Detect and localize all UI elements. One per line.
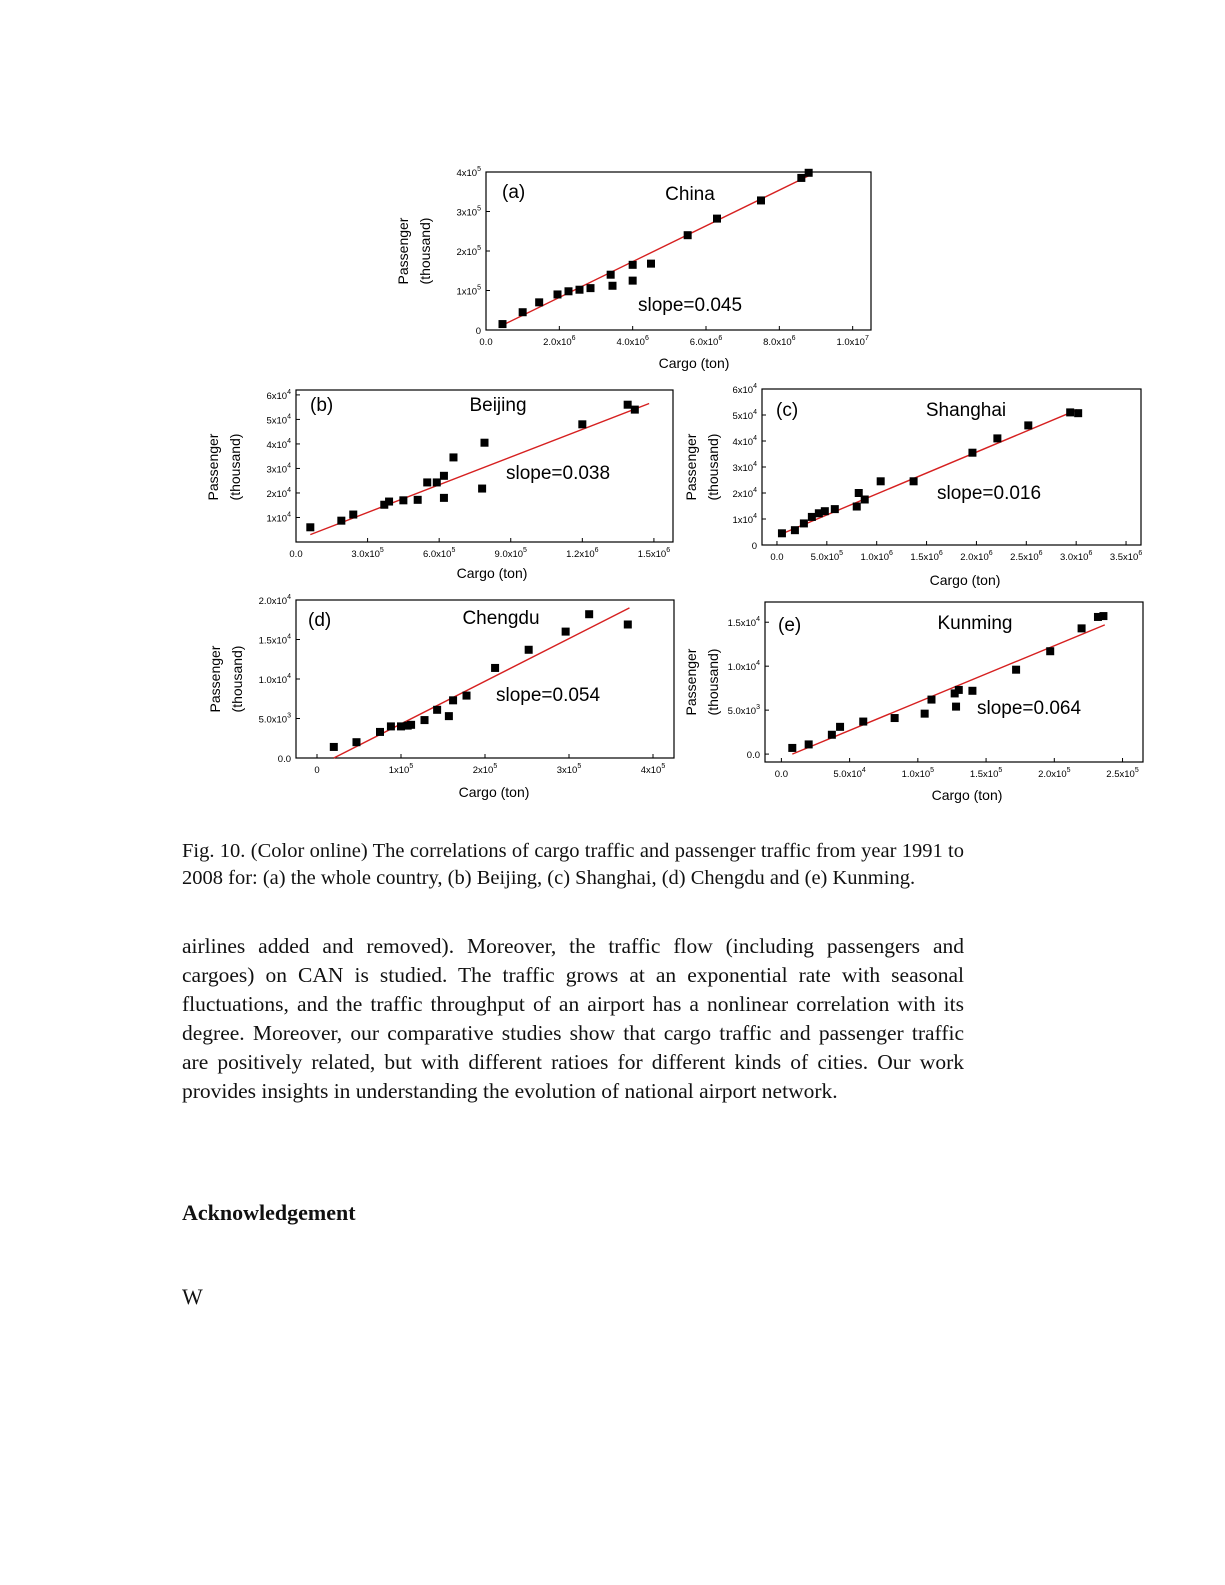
data-point	[440, 472, 448, 480]
data-point	[535, 298, 543, 306]
slope-label: slope=0.054	[496, 685, 601, 706]
y-tick-label	[456, 285, 481, 298]
data-point	[399, 496, 407, 504]
figure-caption: Fig. 10. (Color online) The correlations of cargo traffic and passenger traffic from year 1991 to 2008 for: (a) the whole country, (b) Beijing, (c) Shanghai, (d) Chengdu and (e) Kunming.	[182, 840, 964, 889]
x-tick-label: $2.0x10^5$	[1038, 767, 1071, 780]
x-tick-exponent: 6	[666, 547, 671, 554]
x-tick-label: 0.0	[770, 552, 784, 563]
x-tick-label: $1.0x10^6$	[860, 550, 893, 563]
y-tick-label	[732, 513, 757, 526]
data-point	[352, 738, 360, 746]
data-point	[629, 261, 637, 269]
x-tick-exponent: 5	[661, 763, 666, 770]
y-tick-mantissa: 6x10	[266, 390, 288, 402]
y-tick-label	[259, 713, 292, 726]
x-axis-label: Cargo (ton)	[458, 784, 530, 800]
y-tick-mantissa: 3x10	[266, 464, 288, 476]
chart-title: Chengdu	[462, 608, 540, 629]
x-tick-exponent: 7	[864, 335, 869, 342]
x-tick-label: $2.0x10^6$	[543, 335, 576, 348]
x-tick-exponent: 5	[1134, 767, 1139, 774]
x-axis-label: Cargo (ton)	[929, 572, 1001, 588]
data-point	[684, 231, 692, 239]
y-tick-exponent: 5	[477, 245, 481, 252]
body-paragraph: airlines added and removed). Moreover, the traffic flow (including passengers and cargoes) on CAN is studied. The traffic grows at an exponential rate with seasonal fluctuations, and the traffic throughput of an airport has a nonlinear correlation with its degree. Moreover, our comparative studies show that cargo traffic and passenger traffic are positively related, but with different ratioes for different kinds of cities. Our work provides insights in understanding the evolution of national airport network.	[182, 934, 964, 1103]
chart-kunming	[680, 592, 1170, 804]
data-point	[808, 513, 816, 521]
x-tick-exponent: 5	[839, 550, 844, 557]
data-point	[1078, 624, 1086, 632]
y-tick-mantissa: 6x10	[732, 385, 754, 396]
y-tick-label	[732, 409, 757, 422]
y-tick-label	[732, 461, 757, 474]
y-tick-exponent: 4	[287, 462, 291, 470]
x-axis-label: Cargo (ton)	[658, 355, 730, 371]
data-point	[910, 477, 918, 485]
data-point	[927, 696, 935, 704]
x-tick-exponent: 6	[571, 335, 576, 342]
y-tick-exponent: 4	[753, 487, 757, 494]
y-tick-exponent: 4	[756, 660, 760, 668]
y-tick-exponent: 4	[287, 437, 291, 445]
y-axis-label-unit: (thousand)	[417, 217, 433, 285]
x-tick-exponent: 6	[594, 547, 599, 554]
y-tick-label: 0.0	[277, 754, 291, 765]
x-tick-label: $1.5x10^6$	[637, 547, 671, 560]
y-tick-label	[266, 389, 291, 402]
y-tick-label	[259, 634, 292, 647]
x-tick-label: $2x10^5$	[472, 763, 498, 776]
y-axis-label-unit: (thousand)	[227, 433, 243, 501]
x-tick-label: $1.0x10^7$	[836, 335, 869, 348]
chart-chengdu	[198, 592, 683, 804]
data-point	[562, 628, 570, 636]
y-tick-mantissa: 5.0x10	[258, 714, 288, 726]
y-tick-mantissa: 3x10	[732, 463, 754, 474]
y-tick-exponent: 4	[287, 511, 291, 519]
y-tick-exponent: 3	[287, 712, 291, 720]
y-tick-mantissa: 5x10	[266, 415, 288, 427]
data-point	[1012, 666, 1020, 674]
data-point	[445, 712, 453, 720]
y-tick-label	[259, 673, 292, 686]
y-tick-exponent: 4	[753, 383, 757, 390]
y-tick-mantissa: 2.0x10	[258, 596, 288, 607]
y-tick-mantissa: 5x10	[732, 411, 754, 422]
slope-label: slope=0.038	[506, 463, 611, 484]
data-point	[968, 449, 976, 457]
y-tick-exponent: 4	[287, 486, 291, 494]
y-tick-exponent: 5	[477, 205, 481, 213]
x-tick-exponent: 6	[1138, 550, 1143, 557]
chart-title: China	[665, 184, 715, 205]
data-point	[713, 215, 721, 223]
x-tick-label: $5.0x10^5$	[810, 550, 844, 563]
data-point	[433, 706, 441, 714]
chart-china	[378, 160, 908, 375]
x-tick-label: $8.0x10^6$	[763, 335, 796, 348]
y-tick-mantissa: 1.0x10	[258, 675, 288, 686]
y-tick-label	[266, 487, 291, 500]
panel-label: (d)	[308, 610, 332, 631]
x-tick-exponent: 6	[988, 550, 993, 557]
chart-title: Shanghai	[925, 400, 1007, 421]
fit-line	[792, 625, 1104, 754]
data-point	[791, 526, 799, 534]
y-tick-mantissa: 5.0x10	[727, 706, 757, 718]
x-tick-label: $4x10^5$	[640, 763, 666, 776]
data-point	[463, 692, 471, 700]
data-point	[861, 496, 869, 504]
x-tick-label: 0.0	[289, 549, 303, 560]
x-tick-label: 0	[314, 765, 320, 776]
data-point	[407, 721, 415, 729]
data-point	[421, 716, 429, 724]
data-point	[578, 420, 586, 428]
y-tick-exponent: 4	[753, 409, 757, 416]
y-tick-mantissa: 2x10	[456, 247, 478, 258]
partial-paragraph: W	[182, 1284, 203, 1309]
y-tick-exponent: 4	[287, 413, 291, 421]
data-point	[519, 308, 527, 316]
x-tick-exponent: 5	[1066, 767, 1071, 774]
data-point	[891, 714, 899, 722]
x-tick-label: $3.0x10^5$	[351, 547, 384, 560]
data-point	[491, 664, 499, 672]
data-point	[330, 743, 338, 751]
chart-shanghai	[680, 383, 1170, 593]
data-point	[587, 284, 595, 292]
data-point	[585, 610, 593, 618]
y-axis-label: Passenger	[395, 217, 411, 285]
data-point	[629, 277, 637, 285]
x-tick-label: $4.0x10^6$	[616, 335, 649, 348]
y-tick-label	[266, 462, 291, 475]
data-point	[877, 477, 885, 485]
y-tick-mantissa: 4x10	[266, 439, 288, 451]
y-tick-mantissa: 2x10	[266, 488, 288, 500]
y-axis-label-unit: (thousand)	[705, 433, 721, 501]
data-point	[778, 529, 786, 537]
y-tick-label	[728, 660, 761, 673]
y-tick-label: 0	[475, 326, 481, 337]
data-point	[955, 686, 963, 694]
x-tick-label: $3.5x10^6$	[1109, 550, 1143, 563]
data-point	[1099, 612, 1107, 620]
data-point	[565, 287, 573, 295]
y-tick-mantissa: 4x10	[456, 168, 478, 179]
x-tick-exponent: 5	[577, 763, 582, 770]
data-point	[423, 478, 431, 486]
panel-label: (e)	[778, 615, 802, 636]
x-tick-exponent: 6	[1088, 550, 1093, 557]
y-axis-label: Passenger	[207, 645, 223, 713]
y-axis-label-unit: (thousand)	[229, 645, 245, 713]
data-point	[478, 485, 486, 493]
data-point	[853, 503, 861, 511]
data-point	[968, 687, 976, 695]
x-tick-exponent: 6	[791, 335, 796, 342]
x-tick-label: $5.0x10^4$	[833, 767, 866, 780]
data-point	[631, 406, 639, 414]
x-tick-label: $6.0x10^5$	[422, 547, 456, 560]
data-point	[387, 722, 395, 730]
y-tick-exponent: 4	[287, 673, 291, 680]
data-point	[624, 401, 632, 409]
y-tick-mantissa: 1x10	[456, 286, 478, 298]
y-tick-label	[732, 487, 757, 500]
data-point	[993, 434, 1001, 442]
y-tick-exponent: 4	[753, 435, 757, 442]
data-point	[449, 696, 457, 704]
y-tick-exponent: 3	[756, 704, 760, 712]
data-point	[449, 453, 457, 461]
x-tick-exponent: 5	[493, 763, 498, 770]
chart-beijing	[198, 383, 683, 588]
x-tick-label: $1.5x10^5$	[969, 767, 1003, 780]
data-point	[836, 723, 844, 731]
panel-label: (a)	[502, 182, 526, 203]
y-tick-label	[732, 435, 757, 448]
y-tick-exponent: 4	[287, 633, 291, 641]
data-point	[788, 744, 796, 752]
x-tick-exponent: 5	[930, 767, 935, 774]
x-tick-label: $1x10^5$	[388, 763, 414, 776]
data-point	[624, 620, 632, 628]
x-tick-exponent: 5	[998, 767, 1003, 774]
x-tick-exponent: 6	[644, 335, 649, 342]
x-tick-exponent: 5	[409, 763, 414, 770]
data-point	[337, 517, 345, 525]
data-point	[440, 494, 448, 502]
x-tick-exponent: 5	[451, 547, 456, 554]
data-point	[376, 728, 384, 736]
chart-title: Kunming	[937, 613, 1013, 634]
y-tick-exponent: 4	[753, 461, 757, 468]
y-tick-mantissa: 4x10	[732, 437, 754, 448]
x-tick-label: 0.0	[774, 769, 788, 780]
x-tick-exponent: 5	[379, 547, 384, 554]
y-tick-label	[259, 594, 292, 607]
data-point	[1046, 647, 1054, 655]
y-tick-exponent: 4	[756, 616, 760, 624]
x-axis-label: Cargo (ton)	[456, 565, 528, 581]
data-point	[805, 169, 813, 177]
y-tick-label: 0	[751, 541, 757, 552]
data-point	[481, 439, 489, 447]
x-tick-label: $1.0x10^5$	[901, 767, 935, 780]
x-tick-exponent: 6	[938, 550, 943, 557]
y-tick-mantissa: 1.0x10	[727, 662, 757, 674]
data-point	[859, 718, 867, 726]
data-point	[647, 260, 655, 268]
data-point	[385, 498, 393, 506]
y-tick-mantissa: 3x10	[456, 207, 478, 219]
data-point	[499, 320, 507, 328]
x-tick-exponent: 6	[889, 550, 893, 557]
x-tick-label: $2.5x10^6$	[1010, 550, 1043, 563]
y-tick-mantissa: 1x10	[266, 513, 288, 525]
x-tick-exponent: 6	[718, 335, 723, 342]
y-tick-label	[266, 438, 291, 451]
data-point	[821, 507, 829, 515]
panel-label: (b)	[310, 395, 334, 416]
y-axis-label: Passenger	[683, 433, 699, 501]
data-point	[805, 740, 813, 748]
acknowledgement-heading: Acknowledgement	[182, 1200, 356, 1225]
slope-label: slope=0.064	[977, 698, 1082, 719]
data-point	[952, 703, 960, 711]
data-point	[554, 290, 562, 298]
y-tick-label	[728, 616, 761, 629]
panel-label: (c)	[776, 400, 799, 421]
data-point	[525, 646, 533, 654]
x-axis-label: Cargo (ton)	[931, 787, 1003, 803]
y-tick-exponent: 4	[753, 513, 757, 520]
y-axis-label: Passenger	[683, 648, 699, 716]
y-tick-mantissa: 1x10	[732, 515, 754, 526]
y-tick-mantissa: 2x10	[732, 489, 754, 500]
data-point	[831, 505, 839, 513]
slope-label: slope=0.016	[937, 483, 1042, 504]
x-tick-label: $2.0x10^6$	[960, 550, 993, 563]
y-tick-label	[728, 704, 761, 717]
data-point	[414, 496, 422, 504]
data-point	[1024, 421, 1032, 429]
data-point	[433, 478, 441, 486]
data-point	[921, 710, 929, 718]
y-tick-label	[456, 166, 481, 179]
data-point	[797, 174, 805, 182]
x-tick-label: $1.2x10^6$	[566, 547, 599, 560]
chart-title: Beijing	[469, 395, 527, 416]
x-tick-exponent: 5	[523, 547, 527, 554]
x-tick-label: $3.0x10^6$	[1059, 550, 1093, 563]
x-tick-label: $3x10^5$	[556, 763, 582, 776]
x-tick-label: $9.0x10^5$	[494, 547, 527, 560]
y-axis-label: Passenger	[205, 433, 221, 501]
y-tick-exponent: 4	[287, 388, 291, 396]
data-point	[1074, 409, 1082, 417]
slope-label: slope=0.045	[638, 295, 743, 316]
y-tick-label	[456, 206, 481, 219]
y-tick-label	[266, 413, 291, 426]
data-point	[576, 286, 584, 294]
data-point	[757, 196, 765, 204]
y-tick-mantissa: 1.5x10	[258, 635, 288, 647]
x-tick-label: $6.0x10^6$	[689, 335, 723, 348]
x-tick-label: 0.0	[479, 337, 493, 348]
y-tick-exponent: 5	[477, 166, 481, 173]
y-tick-label	[456, 245, 481, 258]
data-point	[349, 511, 357, 519]
y-axis-label-unit: (thousand)	[705, 648, 721, 716]
data-point	[828, 731, 836, 739]
fit-line	[780, 410, 1077, 535]
x-tick-label: $1.5x10^6$	[910, 550, 943, 563]
x-tick-exponent: 6	[1038, 550, 1043, 557]
y-tick-mantissa: 1.5x10	[727, 618, 757, 630]
x-tick-label: $2.5x10^5$	[1106, 767, 1139, 780]
y-tick-label	[266, 511, 291, 524]
x-tick-exponent: 4	[861, 767, 866, 774]
y-tick-label: 0.0	[746, 750, 760, 762]
y-tick-label	[732, 383, 757, 396]
data-point	[609, 282, 617, 290]
data-point	[607, 271, 615, 279]
data-point	[1066, 408, 1074, 416]
y-tick-exponent: 5	[477, 284, 481, 292]
y-tick-exponent: 4	[287, 594, 291, 601]
data-point	[800, 519, 808, 527]
data-point	[306, 523, 314, 531]
